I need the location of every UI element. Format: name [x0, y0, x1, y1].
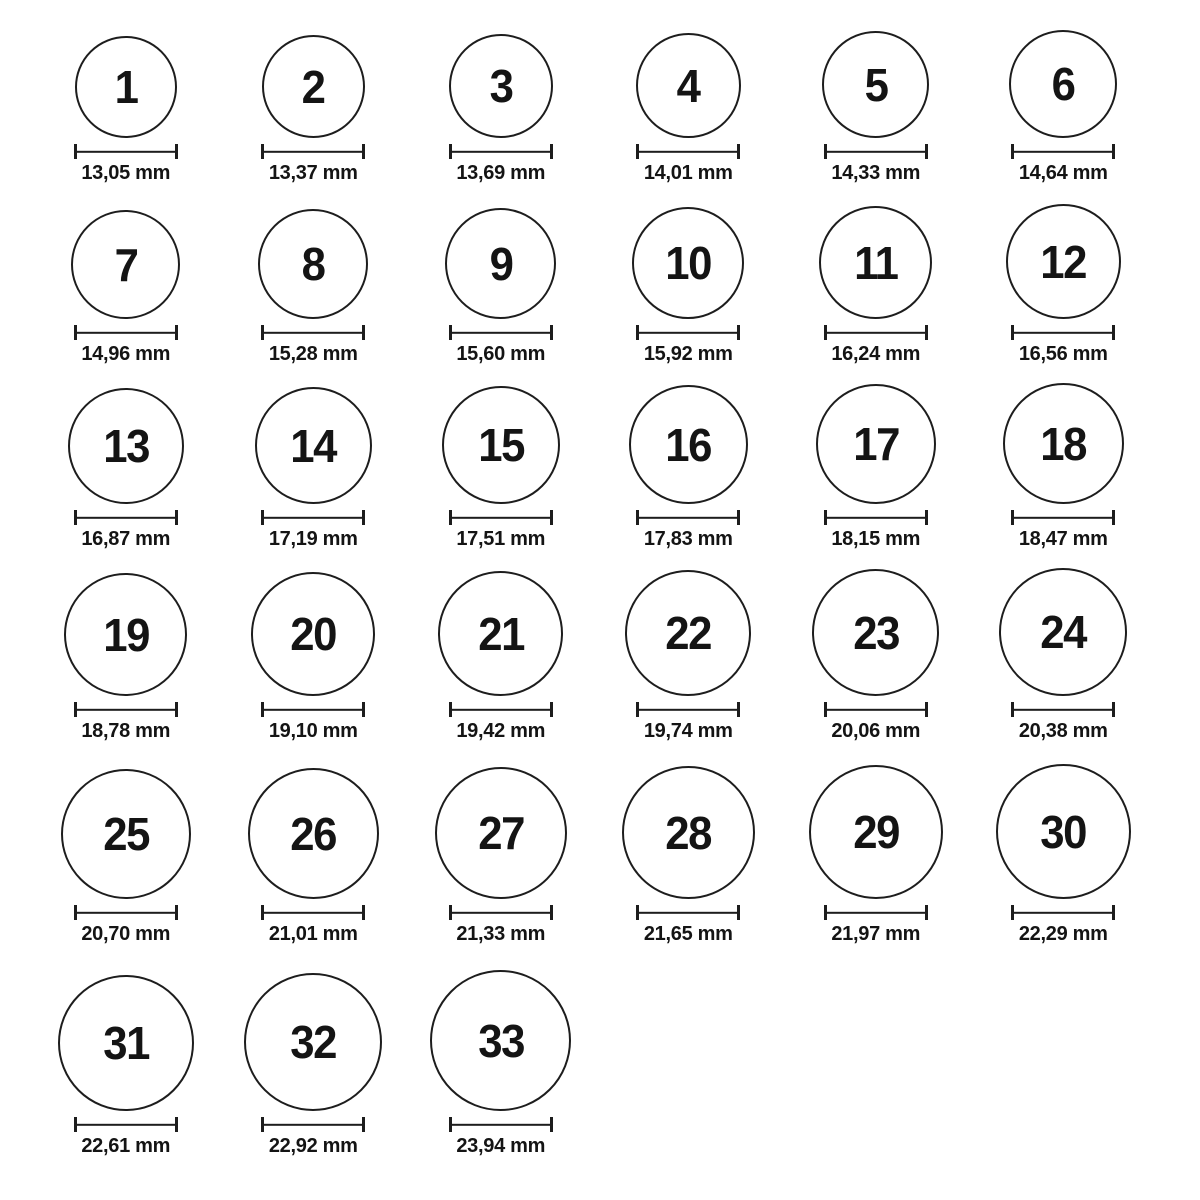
ring-circle — [58, 975, 194, 1111]
measure-bar — [76, 516, 176, 518]
chart-row — [32, 183, 1200, 364]
ring-size-number: 19 — [102, 608, 149, 661]
diameter-measure-line — [636, 144, 740, 159]
diameter-measure-line — [636, 905, 740, 920]
ring-size-number: 3 — [489, 60, 513, 112]
measure-bar — [451, 1123, 551, 1125]
diameter-label: 15,92 mm — [643, 343, 733, 365]
ring-size-number: 30 — [1040, 805, 1087, 858]
ring-circle — [1003, 383, 1124, 504]
ring-size-item — [32, 549, 220, 741]
diameter-label: 16,56 mm — [1018, 343, 1108, 365]
ring-circle — [442, 386, 560, 504]
diameter-measure-line — [261, 510, 365, 525]
measure-bar — [826, 708, 926, 710]
measure-bar — [638, 708, 738, 710]
measure-bar — [826, 331, 926, 333]
ring-circle — [996, 764, 1131, 899]
ring-size-number: 15 — [477, 419, 524, 471]
diameter-measure-line — [449, 325, 553, 340]
ring-size-number: 13 — [102, 420, 149, 472]
ring-circle — [438, 571, 563, 696]
diameter-measure-line — [824, 325, 928, 340]
diameter-label: 14,64 mm — [1018, 162, 1108, 184]
diameter-label: 17,51 mm — [456, 528, 546, 550]
ring-size-item — [782, 183, 970, 364]
diameter-measure-line — [74, 905, 178, 920]
ring-circle — [629, 385, 748, 504]
ring-circle — [809, 765, 943, 899]
diameter-label: 13,37 mm — [268, 162, 358, 184]
measure-bar — [263, 516, 363, 518]
ring-size-item — [32, 741, 220, 944]
measure-bar — [1013, 150, 1113, 152]
ring-circle — [636, 33, 741, 138]
diameter-measure-line — [824, 702, 928, 717]
measure-bar — [263, 708, 363, 710]
diameter-label: 19,10 mm — [268, 720, 358, 742]
ring-size-item — [970, 183, 1158, 364]
ring-size-number: 32 — [290, 1016, 337, 1068]
measure-bar — [1013, 911, 1113, 913]
diameter-label: 22,61 mm — [81, 1135, 171, 1157]
diameter-measure-line — [74, 1117, 178, 1132]
ring-circle — [625, 570, 751, 696]
ring-size-number: 21 — [477, 607, 524, 660]
ring-size-item — [782, 364, 970, 549]
ring-size-number: 27 — [477, 807, 524, 859]
chart-row — [32, 0, 1200, 183]
diameter-measure-line — [824, 144, 928, 159]
diameter-measure-line — [824, 905, 928, 920]
measure-bar — [638, 331, 738, 333]
ring-circle — [812, 569, 939, 696]
measure-bar — [76, 150, 176, 152]
measure-bar — [1013, 516, 1113, 518]
diameter-label: 14,33 mm — [831, 162, 921, 184]
ring-circle — [1006, 204, 1121, 319]
ring-circle — [445, 208, 556, 319]
ring-circle — [71, 210, 180, 319]
diameter-measure-line — [261, 325, 365, 340]
diameter-measure-line — [74, 144, 178, 159]
ring-circle — [255, 387, 372, 504]
measure-bar — [76, 1123, 176, 1125]
diameter-measure-line — [449, 905, 553, 920]
diameter-label: 14,96 mm — [81, 343, 171, 365]
ring-size-number: 17 — [852, 418, 899, 470]
measure-bar — [826, 516, 926, 518]
ring-size-item — [970, 741, 1158, 944]
ring-size-number: 5 — [864, 58, 888, 111]
ring-size-number: 25 — [102, 808, 149, 860]
ring-size-number: 11 — [854, 236, 898, 289]
ring-size-item — [970, 364, 1158, 549]
diameter-measure-line — [449, 702, 553, 717]
ring-size-number: 31 — [102, 1017, 149, 1069]
ring-circle — [262, 35, 365, 138]
ring-size-number: 28 — [665, 806, 712, 859]
ring-size-number: 26 — [290, 807, 337, 860]
diameter-label: 21,33 mm — [456, 923, 546, 945]
ring-circle — [248, 768, 379, 899]
diameter-label: 22,92 mm — [268, 1135, 358, 1157]
diameter-measure-line — [74, 702, 178, 717]
diameter-label: 18,78 mm — [81, 720, 171, 742]
ring-size-number: 12 — [1040, 235, 1087, 288]
measure-bar — [826, 911, 926, 913]
ring-size-item — [220, 183, 408, 364]
measure-bar — [1013, 331, 1113, 333]
ring-circle — [822, 31, 929, 138]
measure-bar — [451, 708, 551, 710]
ring-circle — [244, 973, 382, 1111]
diameter-measure-line — [636, 325, 740, 340]
ring-size-item — [32, 183, 220, 364]
diameter-label: 17,19 mm — [268, 528, 358, 550]
ring-size-number: 9 — [489, 237, 513, 290]
diameter-measure-line — [74, 510, 178, 525]
ring-size-item — [32, 0, 220, 183]
ring-size-item — [970, 0, 1158, 183]
diameter-label: 19,74 mm — [643, 720, 733, 742]
diameter-label: 14,01 mm — [643, 162, 733, 184]
measure-bar — [76, 331, 176, 333]
ring-size-number: 16 — [665, 418, 712, 471]
ring-size-item — [782, 549, 970, 741]
diameter-label: 13,05 mm — [81, 162, 171, 184]
diameter-measure-line — [261, 702, 365, 717]
ring-size-item — [220, 944, 408, 1156]
ring-size-number: 33 — [477, 1014, 524, 1067]
ring-size-number: 4 — [676, 59, 700, 112]
ring-circle — [251, 572, 375, 696]
measure-bar — [263, 911, 363, 913]
ring-size-item — [595, 741, 783, 944]
diameter-label: 18,15 mm — [831, 528, 921, 550]
ring-size-number: 6 — [1051, 58, 1075, 110]
diameter-label: 19,42 mm — [456, 720, 546, 742]
measure-bar — [263, 331, 363, 333]
ring-size-item — [220, 549, 408, 741]
measure-bar — [638, 516, 738, 518]
chart-row — [32, 364, 1200, 549]
ring-size-number: 1 — [114, 61, 138, 113]
ring-circle — [435, 767, 567, 899]
ring-size-item — [595, 0, 783, 183]
measure-bar — [826, 150, 926, 152]
diameter-label: 23,94 mm — [456, 1135, 546, 1157]
diameter-label: 18,47 mm — [1018, 528, 1108, 550]
ring-circle — [816, 384, 936, 504]
ring-circle — [258, 209, 368, 319]
ring-circle — [632, 207, 744, 319]
diameter-measure-line — [1011, 144, 1115, 159]
measure-bar — [451, 150, 551, 152]
ring-size-number: 14 — [290, 419, 337, 472]
chart-row — [32, 944, 1200, 1156]
diameter-label: 20,06 mm — [831, 720, 921, 742]
ring-size-number: 18 — [1040, 417, 1087, 470]
diameter-measure-line — [636, 702, 740, 717]
diameter-measure-line — [261, 1117, 365, 1132]
diameter-label: 21,97 mm — [831, 923, 921, 945]
ring-size-item — [407, 549, 595, 741]
ring-size-number: 20 — [290, 608, 337, 660]
ring-size-number: 7 — [114, 238, 138, 291]
measure-bar — [1013, 708, 1113, 710]
diameter-measure-line — [1011, 325, 1115, 340]
diameter-label: 20,38 mm — [1018, 720, 1108, 742]
diameter-label: 16,87 mm — [81, 528, 171, 550]
diameter-label: 17,83 mm — [643, 528, 733, 550]
ring-size-item — [407, 741, 595, 944]
ring-size-number: 22 — [665, 607, 712, 659]
ring-circle — [430, 970, 571, 1111]
chart-row — [32, 741, 1200, 944]
diameter-measure-line — [74, 325, 178, 340]
ring-size-item — [407, 0, 595, 183]
diameter-label: 13,69 mm — [456, 162, 546, 184]
ring-size-number: 29 — [852, 806, 899, 858]
ring-size-item — [970, 549, 1158, 741]
diameter-measure-line — [636, 510, 740, 525]
ring-size-item — [407, 364, 595, 549]
diameter-measure-line — [449, 510, 553, 525]
measure-bar — [638, 150, 738, 152]
chart-row — [32, 549, 1200, 741]
measure-bar — [263, 1123, 363, 1125]
ring-size-number: 10 — [665, 237, 712, 289]
ring-circle — [61, 769, 191, 899]
ring-circle — [75, 36, 177, 138]
ring-size-item — [407, 944, 595, 1156]
ring-size-item — [220, 364, 408, 549]
diameter-measure-line — [449, 1117, 553, 1132]
diameter-label: 16,24 mm — [831, 343, 921, 365]
measure-bar — [263, 150, 363, 152]
ring-size-number: 8 — [301, 238, 325, 290]
ring-circle — [622, 766, 755, 899]
diameter-label: 20,70 mm — [81, 923, 171, 945]
measure-bar — [451, 516, 551, 518]
ring-size-item — [782, 741, 970, 944]
measure-bar — [451, 911, 551, 913]
ring-size-number: 23 — [852, 606, 899, 659]
diameter-measure-line — [824, 510, 928, 525]
diameter-label: 21,01 mm — [268, 923, 358, 945]
measure-bar — [76, 708, 176, 710]
diameter-measure-line — [449, 144, 553, 159]
diameter-measure-line — [1011, 905, 1115, 920]
diameter-label: 15,28 mm — [268, 343, 358, 365]
measure-bar — [638, 911, 738, 913]
diameter-measure-line — [261, 144, 365, 159]
ring-size-item — [595, 549, 783, 741]
ring-circle — [68, 388, 184, 504]
ring-size-item — [595, 183, 783, 364]
diameter-measure-line — [261, 905, 365, 920]
ring-size-item — [220, 741, 408, 944]
ring-size-item — [220, 0, 408, 183]
ring-circle — [64, 573, 187, 696]
measure-bar — [451, 331, 551, 333]
ring-size-number: 2 — [301, 60, 325, 113]
ring-circle — [1009, 30, 1117, 138]
ring-size-item — [407, 183, 595, 364]
measure-bar — [76, 911, 176, 913]
ring-size-item — [32, 364, 220, 549]
ring-circle — [449, 34, 553, 138]
diameter-measure-line — [1011, 702, 1115, 717]
ring-circle — [999, 568, 1127, 696]
ring-circle — [819, 206, 932, 319]
diameter-measure-line — [1011, 510, 1115, 525]
diameter-label: 15,60 mm — [456, 343, 546, 365]
ring-size-number: 24 — [1040, 606, 1087, 658]
ring-size-item — [595, 364, 783, 549]
ring-size-item — [32, 944, 220, 1156]
ring-size-item — [782, 0, 970, 183]
diameter-label: 22,29 mm — [1018, 923, 1108, 945]
diameter-label: 21,65 mm — [643, 923, 733, 945]
